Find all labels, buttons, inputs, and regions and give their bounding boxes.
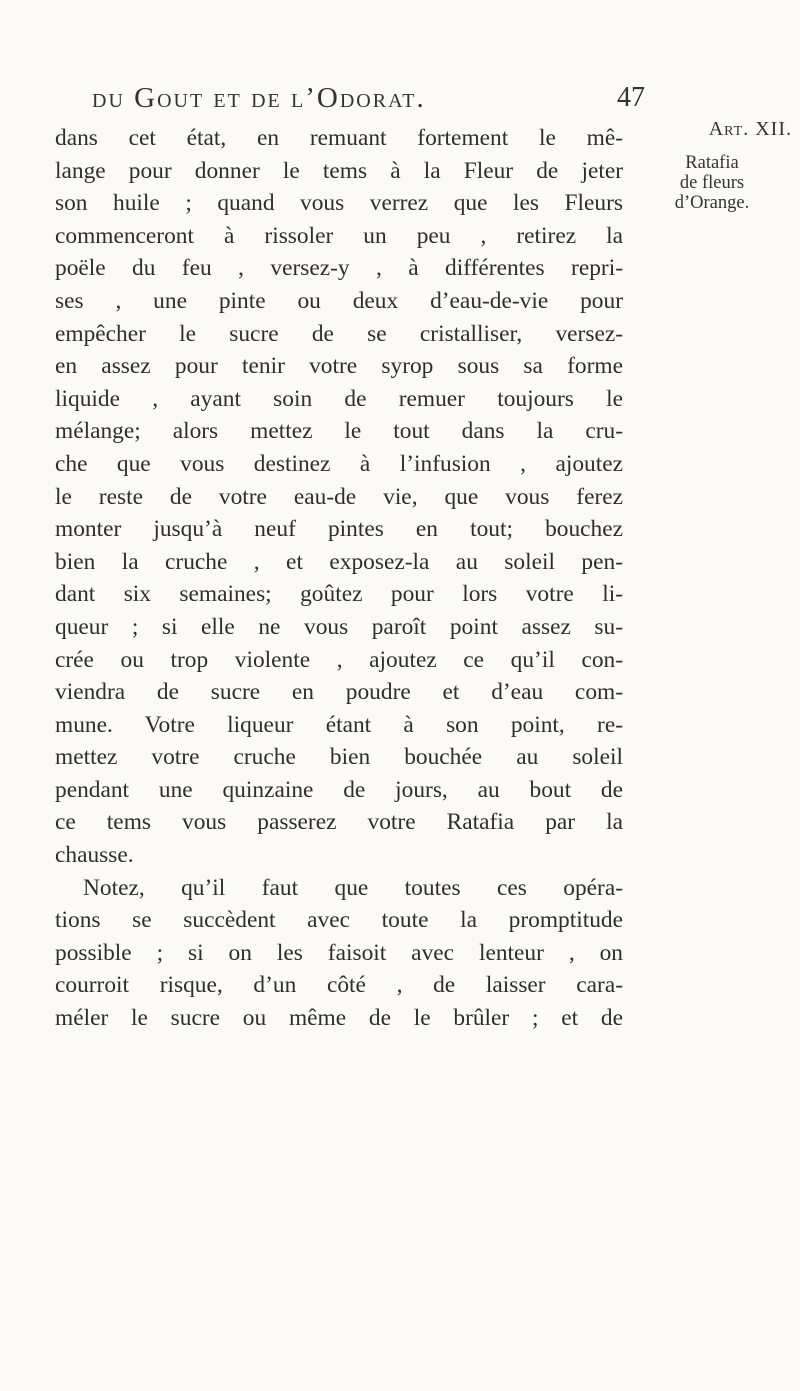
text-line: bien la cruche , et exposez-la au soleil pen- bbox=[55, 548, 623, 575]
text-line: dant six semaines; goûtez pour lors votre li- bbox=[55, 581, 623, 608]
text-line: courroit risque, d’un côté , de laisser cara- bbox=[55, 972, 623, 999]
text-line: viendra de sucre en poudre et d’eau com- bbox=[55, 679, 623, 706]
text-line: possible ; si on les faisoit avec lenteur , on bbox=[55, 939, 623, 966]
page-number: 47 bbox=[617, 82, 645, 113]
margin-gloss-line: d’Orange. bbox=[674, 193, 750, 213]
text-line: tions se succèdent avec toute la promptitude bbox=[55, 907, 623, 934]
margin-note bbox=[632, 118, 792, 213]
margin-gloss bbox=[632, 153, 792, 213]
running-title: du Gout et de l’Odorat. bbox=[92, 82, 426, 114]
body-text bbox=[55, 122, 623, 1035]
margin-gloss-line: de fleurs bbox=[679, 173, 745, 193]
running-head bbox=[92, 82, 652, 115]
text-line: méler le sucre ou même de le brûler ; et de bbox=[55, 1005, 623, 1032]
text-line: chausse. bbox=[55, 842, 134, 869]
text-line: son huile ; quand vous verrez que les Fleurs bbox=[55, 190, 623, 217]
text-line: mettez votre cruche bien bouchée au soleil bbox=[55, 744, 623, 771]
text-line: che que vous destinez à l’infusion , ajoutez bbox=[55, 450, 623, 477]
text-line: liquide , ayant soin de remuer toujours le bbox=[55, 385, 623, 412]
text-line: pendant une quinzaine de jours, au bout de bbox=[55, 776, 623, 803]
text-line: commenceront à rissoler un peu , retirez la bbox=[55, 222, 623, 249]
text-line: Notez, qu’il faut que toutes ces opéra- bbox=[83, 874, 623, 901]
text-line: ce tems vous passerez votre Ratafia par la bbox=[55, 809, 623, 836]
text-line: crée ou trop violente , ajoutez ce qu’il con- bbox=[55, 646, 623, 673]
text-line: ses , une pinte ou deux d’eau-de-vie pour bbox=[55, 287, 623, 314]
text-line: mélange; alors mettez le tout dans la cru- bbox=[55, 418, 623, 445]
text-line: poële du feu , versez-y , à différentes repri- bbox=[55, 255, 623, 282]
text-line: monter jusqu’à neuf pintes en tout; bouchez bbox=[55, 516, 623, 543]
margin-gloss-line: Ratafia bbox=[685, 153, 739, 173]
text-line: queur ; si elle ne vous paroît point assez su- bbox=[55, 613, 623, 640]
text-line: en assez pour tenir votre syrop sous sa forme bbox=[55, 353, 623, 380]
text-line: dans cet état, en remuant fortement le mê- bbox=[55, 125, 623, 151]
text-line: empêcher le sucre de se cristalliser, versez- bbox=[55, 320, 623, 347]
text-line: mune. Votre liqueur étant à son point, re- bbox=[55, 711, 623, 738]
article-number: Art. XII. bbox=[708, 118, 792, 140]
text-line: lange pour donner le tems à la Fleur de jeter bbox=[55, 157, 623, 184]
text-line: le reste de votre eau-de vie, que vous ferez bbox=[55, 483, 623, 510]
